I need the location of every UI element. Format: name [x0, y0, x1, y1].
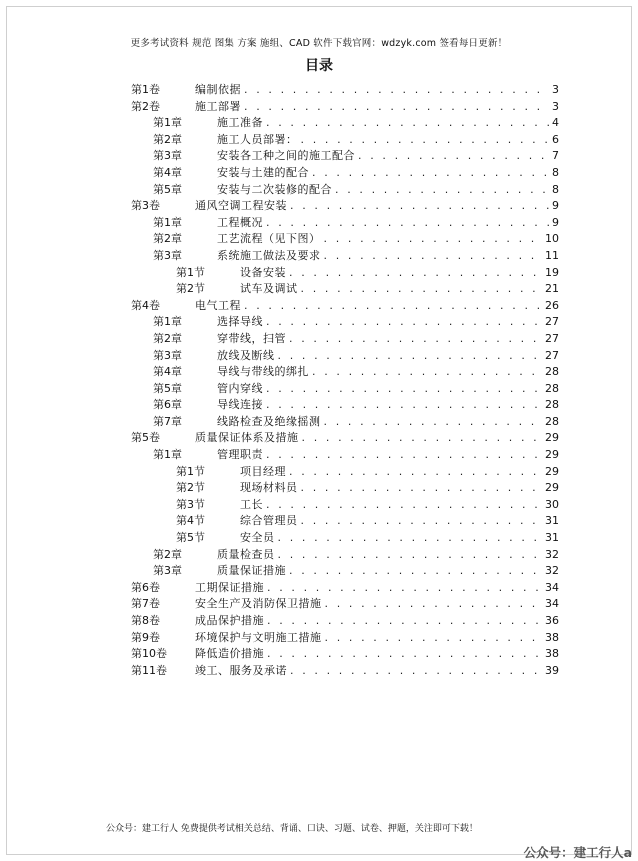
toc-entry-number: 第1章: [153, 448, 182, 462]
toc-entry-page-number: 27: [545, 315, 559, 329]
toc-entry-page-number: 8: [552, 182, 559, 196]
toc-leader-dots: [301, 132, 550, 149]
toc-entry-number: 第3节: [176, 497, 205, 511]
toc-entry-page-number: 32: [545, 564, 559, 578]
toc-leader-dots: [290, 198, 549, 215]
toc-entry[interactable]: [131, 580, 559, 597]
toc-entry-page-number: 29: [545, 431, 559, 445]
toc-entry-number: 第2卷: [131, 99, 160, 113]
toc-leader-dots: [289, 331, 542, 348]
toc-entry-title: 通风空调工程安装: [195, 199, 287, 213]
toc-title: 目录: [305, 58, 333, 74]
toc-entry[interactable]: [131, 613, 559, 630]
toc-entry-number: 第2节: [176, 282, 205, 296]
toc-entry-page-number: 11: [545, 248, 559, 262]
toc-entry-number: 第7卷: [131, 597, 160, 611]
toc-entry-title: 线路检查及绝缘摇测: [217, 414, 321, 428]
toc-leader-dots: [266, 447, 542, 464]
toc-leader-dots: [267, 646, 542, 663]
toc-entry-page-number: 28: [545, 398, 559, 412]
toc-entry-number: 第11卷: [131, 663, 167, 677]
toc-entry[interactable]: [131, 530, 559, 547]
toc-entry-title: 质量保证体系及措施: [195, 431, 299, 445]
toc-entry-page-number: 28: [545, 381, 559, 395]
toc-leader-dots: [324, 414, 543, 431]
toc-leader-dots: [312, 364, 542, 381]
toc-entry[interactable]: [131, 464, 559, 481]
toc-entry-number: 第3章: [153, 248, 182, 262]
toc-entry-page-number: 19: [545, 265, 559, 279]
toc-entry-title: 综合管理员: [240, 514, 298, 528]
header-download-note: 更多考试资料 规范 图集 方案 施组、CAD 软件下载官网：wdzyk.com 签看每日更新！: [130, 38, 508, 49]
toc-entry[interactable]: [131, 198, 559, 215]
toc-leader-dots: [325, 630, 543, 647]
toc-entry[interactable]: [131, 82, 559, 99]
toc-entry[interactable]: [131, 630, 559, 647]
toc-leader-dots: [267, 613, 542, 630]
toc-entry-title: 安装各工种之间的施工配合: [217, 149, 355, 163]
toc-entry-page-number: 30: [545, 497, 559, 511]
toc-entry-number: 第1章: [153, 315, 182, 329]
toc-entry-title: 成品保护措施: [195, 614, 264, 627]
toc-entry-title: 现场材料员: [240, 481, 298, 495]
toc-entry-title: 安全员: [240, 531, 275, 545]
toc-entry-title: 管理职责: [217, 448, 263, 462]
toc-leader-dots: [335, 182, 549, 199]
toc-entry-page-number: 34: [545, 580, 559, 594]
toc-entry-page-number: 27: [545, 331, 559, 345]
toc-leader-dots: [325, 596, 543, 613]
toc-entry[interactable]: [131, 231, 559, 248]
toc-entry-title: 放线及断线: [217, 348, 275, 362]
toc-entry-title: 环境保护与文明施工措施: [195, 630, 322, 644]
toc-entry-number: 第8卷: [131, 614, 160, 627]
toc-leader-dots: [266, 115, 549, 132]
toc-entry-number: 第4卷: [131, 298, 160, 312]
toc-entry-title: 穿带线，扫管: [217, 331, 286, 345]
toc-entry-title: 安全生产及消防保卫措施: [195, 597, 322, 611]
toc-leader-dots: [290, 663, 542, 680]
toc-entry[interactable]: [131, 547, 559, 564]
footer-note: 公众号：建工行人 免费提供考试相关总结、背诵、口诀、习题、试卷、押题，关注即可下载！: [106, 824, 478, 834]
toc-entry-number: 第3章: [153, 564, 182, 578]
toc-entry[interactable]: [131, 480, 559, 497]
toc-entry-title: 施工人员部署：: [217, 132, 298, 146]
toc-leader-dots: [289, 563, 542, 580]
toc-entry-page-number: 4: [552, 116, 559, 130]
toc-entry[interactable]: [131, 663, 559, 680]
toc-entry-page-number: 39: [545, 663, 559, 677]
toc-entry-title: 质量保证措施: [217, 564, 286, 578]
toc-entry-page-number: 10: [545, 232, 559, 246]
toc-entry[interactable]: [131, 364, 559, 381]
toc-entry-title: 施工准备: [217, 116, 263, 130]
toc-leader-dots: [324, 248, 543, 265]
toc-entry-title: 施工部署: [195, 99, 241, 113]
toc-entry-page-number: 6: [552, 132, 559, 146]
toc-entry[interactable]: [131, 265, 559, 282]
toc-entry-page-number: 3: [552, 99, 559, 113]
toc-leader-dots: [244, 298, 542, 315]
toc-entry-page-number: 36: [545, 614, 559, 627]
toc-entry-number: 第2章: [153, 547, 182, 561]
toc-entry-page-number: 9: [552, 215, 559, 229]
toc-entry[interactable]: [131, 281, 559, 298]
toc-entry-number: 第3卷: [131, 199, 160, 213]
toc-entry-title: 安装与二次装修的配合: [217, 182, 332, 196]
toc-entry[interactable]: [131, 132, 559, 149]
toc-entry[interactable]: [131, 165, 559, 182]
toc-entry[interactable]: [131, 99, 559, 116]
toc-entry-number: 第7章: [153, 414, 182, 428]
toc-entry-number: 第4节: [176, 514, 205, 528]
toc-entry-page-number: 8: [552, 165, 559, 179]
toc-entry[interactable]: [131, 497, 559, 514]
toc-entry-page-number: 32: [545, 547, 559, 561]
toc-entry[interactable]: [131, 397, 559, 414]
toc-entry-number: 第3章: [153, 149, 182, 163]
toc-leader-dots: [266, 314, 542, 331]
toc-entry-title: 安装与土建的配合: [217, 165, 309, 179]
toc-leader-dots: [244, 99, 549, 116]
toc-entry-number: 第2章: [153, 132, 182, 146]
toc-leader-dots: [312, 165, 549, 182]
toc-entry[interactable]: [131, 115, 559, 132]
toc-leader-dots: [266, 497, 542, 514]
toc-entry-title: 工期保证措施: [195, 580, 264, 594]
toc-entry[interactable]: [131, 381, 559, 398]
toc-entry-title: 项目经理: [240, 464, 286, 478]
toc-entry[interactable]: [131, 182, 559, 199]
toc-leader-dots: [358, 148, 549, 165]
toc-entry-page-number: 28: [545, 365, 559, 379]
toc-entry[interactable]: [131, 215, 559, 232]
toc-entry-page-number: 3: [552, 83, 559, 96]
toc-entry-number: 第5卷: [131, 431, 160, 445]
toc-entry-page-number: 38: [545, 630, 559, 644]
toc-entry-number: 第1节: [176, 265, 205, 279]
toc-entry[interactable]: [131, 513, 559, 530]
toc-entry[interactable]: [131, 314, 559, 331]
toc-leader-dots: [278, 547, 543, 564]
toc-entry-title: 试车及调试: [240, 282, 298, 296]
toc-entry-title: 编制依据: [195, 83, 241, 96]
toc-entry-number: 第5节: [176, 531, 205, 545]
toc-entry[interactable]: [131, 414, 559, 431]
toc-entry[interactable]: [131, 348, 559, 365]
toc-entry-title: 电气工程: [195, 298, 241, 312]
toc-leader-dots: [267, 580, 542, 597]
toc-leader-dots: [266, 215, 549, 232]
watermark-account-name: 公众号：建工行人a: [523, 845, 632, 860]
toc-leader-dots: [289, 265, 542, 282]
toc-entry-number: 第3章: [153, 348, 182, 362]
toc-leader-dots: [301, 513, 543, 530]
toc-entry[interactable]: [131, 331, 559, 348]
toc-entry-title: 设备安装: [240, 265, 286, 279]
toc-entry-page-number: 34: [545, 597, 559, 611]
toc-entry-page-number: 29: [545, 481, 559, 495]
toc-entry[interactable]: [131, 248, 559, 265]
toc-entry-number: 第5章: [153, 381, 182, 395]
toc-entry-title: 降低造价措施: [195, 647, 264, 661]
toc-entry-number: 第4章: [153, 165, 182, 179]
toc-entry-title: 工长: [240, 497, 263, 511]
toc-entry-title: 导线与带线的绑扎: [217, 365, 309, 379]
toc-leader-dots: [278, 530, 543, 547]
toc-entry[interactable]: [131, 148, 559, 165]
toc-entry-number: 第1章: [153, 215, 182, 229]
toc-entry-page-number: 38: [545, 647, 559, 661]
toc-leader-dots: [301, 281, 543, 298]
toc-entry-page-number: 29: [545, 464, 559, 478]
toc-entry-number: 第1节: [176, 464, 205, 478]
toc-entry-title: 导线连接: [217, 398, 263, 412]
toc-entry[interactable]: [131, 563, 559, 580]
toc-entry[interactable]: [131, 298, 559, 315]
toc-entry-page-number: 31: [545, 514, 559, 528]
toc-entry-title: 竣工、服务及承诺: [195, 663, 287, 677]
toc-entry-title: 系统施工做法及要求: [217, 248, 321, 262]
toc-leader-dots: [266, 397, 542, 414]
toc-entry[interactable]: [131, 430, 559, 447]
toc-leader-dots: [301, 480, 543, 497]
toc-entry-title: 选择导线: [217, 315, 263, 329]
toc-entry-page-number: 27: [545, 348, 559, 362]
toc-entry-number: 第6章: [153, 398, 182, 412]
toc-entry-number: 第2节: [176, 481, 205, 495]
toc-leader-dots: [302, 430, 543, 447]
toc-leader-dots: [289, 464, 542, 481]
table-of-contents: [131, 82, 559, 679]
toc-entry-page-number: 26: [545, 298, 559, 312]
toc-entry-title: 质量检查员: [217, 547, 275, 561]
toc-entry-page-number: 29: [545, 448, 559, 462]
toc-entry-number: 第10卷: [131, 647, 167, 661]
toc-entry-number: 第1卷: [131, 83, 160, 96]
toc-entry[interactable]: [131, 596, 559, 613]
toc-leader-dots: [266, 381, 542, 398]
toc-leader-dots: [324, 231, 543, 248]
toc-entry-title: 工程概况: [217, 215, 263, 229]
toc-entry-page-number: 21: [545, 282, 559, 296]
toc-entry-number: 第2章: [153, 232, 182, 246]
toc-entry-number: 第1章: [153, 116, 182, 130]
toc-entry-page-number: 28: [545, 414, 559, 428]
toc-entry-number: 第5章: [153, 182, 182, 196]
toc-entry-number: 第4章: [153, 365, 182, 379]
toc-entry-page-number: 31: [545, 531, 559, 545]
toc-entry-number: 第6卷: [131, 580, 160, 594]
toc-leader-dots: [278, 348, 543, 365]
toc-leader-dots: [244, 82, 549, 99]
toc-entry-page-number: 7: [552, 149, 559, 163]
toc-entry-title: 管内穿线: [217, 381, 263, 395]
toc-entry[interactable]: [131, 646, 559, 663]
toc-entry[interactable]: [131, 447, 559, 464]
toc-entry-page-number: 9: [552, 199, 559, 213]
toc-entry-number: 第2章: [153, 331, 182, 345]
toc-entry-title: 工艺流程（见下图）: [217, 232, 321, 246]
toc-entry-number: 第9卷: [131, 630, 160, 644]
